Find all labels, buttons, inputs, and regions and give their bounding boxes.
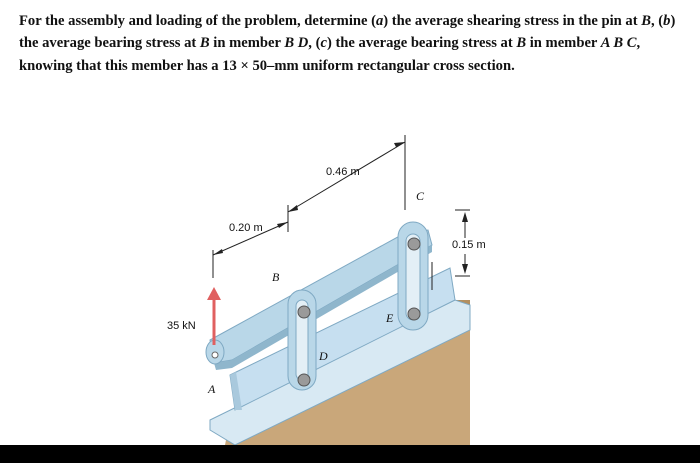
part-c-label: c [320,35,327,52]
pin-e [408,308,420,320]
part-a-label: a [376,13,384,29]
problem-text-1: For the assembly and loading of the problem, determine ( [19,13,376,29]
problem-text-3: , ( [650,13,664,29]
problem-text-4: ) the average bearing stress at [19,13,676,52]
member-abc-label: A B C [600,35,637,52]
dimension-lines [213,135,470,278]
point-c-label: C [416,189,425,203]
member-bd-label: B D [284,35,309,52]
part-b-label: b [663,13,671,29]
dim-020-label: 0.20 m [229,222,263,234]
pin-b-label: B [641,13,651,29]
point-e-label: E [386,311,394,325]
pin-b [298,306,310,318]
problem-text-9: , knowing that this member has a 13 × 50–mm uniform rectangular cross section. [19,35,641,74]
problem-text-5: in member [209,35,285,52]
point-a-label: A [208,382,216,396]
problem-text-2: ) the average shearing stress in the pin at [383,13,642,29]
load-label: 35 kN [167,320,196,332]
problem-text-6: , ( [308,35,321,52]
dim-015-label: 0.15 m [452,239,486,251]
point-b-label: B [272,270,280,284]
pin-c [408,238,420,250]
dim-046-label: 0.46 m [326,166,360,178]
bearing-b2-label: B [516,35,527,52]
problem-text-7: ) the average bearing stress at [326,35,517,52]
bearing-b-label: B [199,35,210,52]
problem-text-8: in member [526,35,601,52]
bottom-bar [0,445,700,463]
pin-a [212,352,218,358]
point-d-label: D [319,349,328,363]
pin-d [298,374,310,386]
